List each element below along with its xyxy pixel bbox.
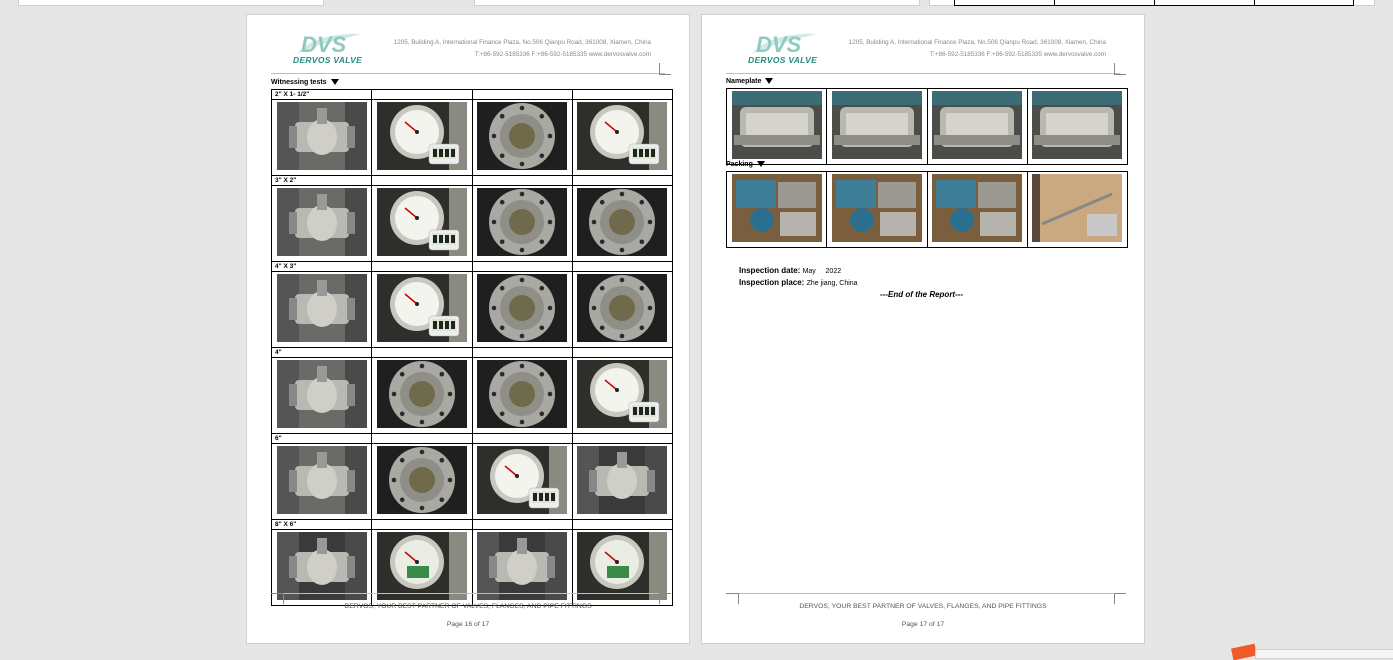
size-label: 6" bbox=[272, 434, 372, 444]
table-row bbox=[272, 262, 673, 272]
footer-rule bbox=[271, 593, 665, 594]
photo bbox=[577, 274, 667, 342]
triangle-down-icon bbox=[765, 78, 773, 84]
photo bbox=[377, 446, 467, 514]
company-contact: T:+86-592-5185336 F:+86-592-5185335 www.dervosvalve.com bbox=[474, 51, 651, 58]
table-row bbox=[727, 172, 1128, 248]
photo bbox=[277, 274, 367, 342]
photo bbox=[377, 532, 467, 600]
photo bbox=[932, 91, 1022, 159]
inspection-date bbox=[739, 266, 841, 275]
page-number: Page 17 of 17 bbox=[901, 621, 945, 628]
table-row bbox=[727, 89, 1128, 165]
size-label: 3" X 2" bbox=[272, 176, 372, 186]
size-label: 4" bbox=[272, 348, 372, 358]
table-row bbox=[272, 186, 673, 262]
photo bbox=[932, 174, 1022, 242]
end-of-report: ---End of the Report--- bbox=[880, 290, 964, 299]
photo bbox=[377, 274, 467, 342]
company-contact: T:+86-592-5185336 F:+86-592-5185335 www.dervosvalve.com bbox=[929, 51, 1106, 58]
photo bbox=[477, 360, 567, 428]
document-page-17 bbox=[701, 14, 1145, 644]
photo bbox=[277, 188, 367, 256]
previous-page-right bbox=[929, 0, 1375, 6]
table-row bbox=[272, 520, 673, 530]
photo bbox=[577, 102, 667, 170]
previous-page-left bbox=[18, 0, 324, 6]
photo bbox=[477, 532, 567, 600]
floating-badge[interactable] bbox=[1231, 644, 1257, 660]
document-page-16 bbox=[246, 14, 690, 644]
photo bbox=[477, 188, 567, 256]
size-label: 8" X 6" bbox=[272, 520, 372, 530]
section-title: Packing bbox=[726, 161, 753, 168]
photo bbox=[577, 188, 667, 256]
photo bbox=[832, 91, 922, 159]
section-title: Nameplate bbox=[726, 78, 762, 85]
table-row bbox=[272, 272, 673, 348]
footer-rule bbox=[726, 593, 1120, 594]
floating-panel-tab[interactable] bbox=[1255, 649, 1393, 659]
photo bbox=[577, 446, 667, 514]
table-row bbox=[272, 530, 673, 606]
size-label: 2" X 1- 1/2" bbox=[272, 90, 372, 100]
photo bbox=[832, 174, 922, 242]
footer-slogan: DERVOS, YOUR BEST PARTNER OF VALVES, FLANGES, AND PIPE FITTINGS bbox=[344, 603, 592, 610]
witnessing-tests-table bbox=[271, 89, 673, 606]
photo bbox=[377, 360, 467, 428]
table-row bbox=[272, 176, 673, 186]
company-address: 1205, Building A, International Finance Plaza, No.506 Qianpu Road, 361008, Xiamen, China bbox=[393, 39, 651, 46]
triangle-down-icon bbox=[757, 161, 765, 167]
photo bbox=[377, 188, 467, 256]
section-nameplate[interactable] bbox=[726, 78, 773, 85]
photo bbox=[577, 532, 667, 600]
photo bbox=[732, 174, 822, 242]
triangle-down-icon bbox=[331, 79, 339, 85]
previous-page-middle bbox=[474, 0, 920, 6]
photo bbox=[277, 532, 367, 600]
size-label: 4" X 3" bbox=[272, 262, 372, 272]
photo bbox=[1032, 91, 1122, 159]
table-row bbox=[272, 444, 673, 520]
section-packing[interactable] bbox=[726, 161, 765, 168]
inspection-place bbox=[739, 278, 858, 287]
photo bbox=[477, 446, 567, 514]
packing-table bbox=[726, 171, 1128, 248]
header-rule bbox=[271, 73, 665, 74]
photo bbox=[277, 446, 367, 514]
company-address: 1205, Building A, International Finance Plaza, No.506 Qianpu Road, 361008, Xiamen, China bbox=[848, 39, 1106, 46]
company-header bbox=[394, 37, 651, 61]
photo bbox=[1032, 174, 1122, 242]
section-witnessing-tests[interactable] bbox=[271, 79, 339, 86]
svg-text:DVS: DVS bbox=[756, 32, 802, 57]
inspection-place-value: Zhe jiang, China bbox=[806, 280, 858, 287]
page-number: Page 16 of 17 bbox=[446, 621, 490, 628]
table-row bbox=[272, 348, 673, 358]
header-rule bbox=[726, 73, 1120, 74]
photo bbox=[277, 360, 367, 428]
photo bbox=[477, 274, 567, 342]
table-row bbox=[272, 100, 673, 176]
table-row bbox=[272, 90, 673, 100]
nameplate-table bbox=[726, 88, 1128, 165]
table-row bbox=[272, 434, 673, 444]
logo-text: DERVOS VALVE bbox=[748, 55, 818, 65]
photo bbox=[732, 91, 822, 159]
photo bbox=[277, 102, 367, 170]
inspection-date-label: Inspection date: bbox=[739, 266, 801, 275]
logo-text: DERVOS VALVE bbox=[293, 55, 363, 65]
inspection-date-value: May 2022 bbox=[802, 268, 842, 275]
table-row bbox=[272, 358, 673, 434]
svg-text:DVS: DVS bbox=[301, 32, 347, 57]
photo bbox=[377, 102, 467, 170]
section-title: Witnessing tests bbox=[271, 79, 327, 86]
company-header bbox=[849, 37, 1106, 61]
photo bbox=[577, 360, 667, 428]
inspection-place-label: Inspection place: bbox=[739, 278, 805, 287]
photo bbox=[477, 102, 567, 170]
footer-slogan: DERVOS, YOUR BEST PARTNER OF VALVES, FLANGES, AND PIPE FITTINGS bbox=[799, 603, 1047, 610]
